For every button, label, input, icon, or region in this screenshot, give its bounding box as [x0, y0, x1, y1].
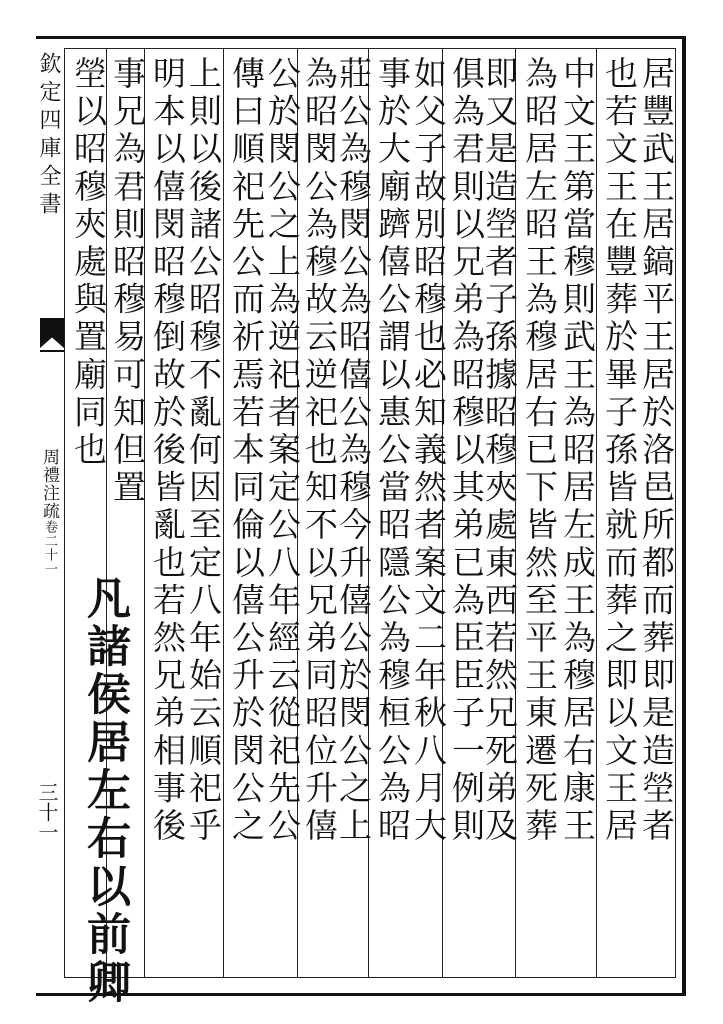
commentary-column-5: 即又是造塋者子孫據昭穆夾處東西若然兄死弟及: [480, 56, 519, 846]
commentary-column-10: 為昭閔公為穆故云逆祀也知不以兄弟同昭位升僖: [300, 56, 339, 846]
section-title: [39, 448, 62, 576]
page-number: 三十一: [35, 782, 59, 842]
commentary-column-12: 傳曰順祀先公而祈焉若本同倫以僖公升於閔公之: [227, 56, 266, 846]
book-title: 欽定四庫全書: [36, 52, 61, 220]
fish-tail-divider: [40, 350, 64, 352]
commentary-column-15: 事兄為君則昭穆易可知但置: [108, 56, 147, 508]
commentary-column-13: 上則以後諸公昭穆不亂何因至定八年始云順祀乎: [184, 56, 223, 846]
commentary-column-9: 莊公為穆閔公為昭僖公為穆今升僖公於閔公之上: [334, 56, 373, 846]
commentary-column-8: 事於大廟躋僖公謂以惠公當昭隱公為穆桓公為昭: [373, 56, 412, 846]
main-text-column: 凡諸侯居左右以前卿: [79, 575, 130, 1007]
commentary-column-11: 公於閔公之上為逆祀者案定公八年經云從祀先公: [263, 56, 302, 846]
section-title-text: 周禮注疏: [39, 448, 59, 520]
commentary-column-7: 如父子故別昭穆也必知義然者案文二年秋八月大: [409, 56, 448, 846]
commentary-column-1: 居豐武王居鎬平王居於洛邑所都而葬即是造塋者: [637, 56, 676, 846]
commentary-column-3: 中文王第當穆則武王為昭居左成王為穆居右康王: [558, 56, 597, 846]
commentary-column-4: 為昭居左昭王為穆居右已下皆然至平王東遷死葬: [520, 56, 559, 846]
column-rule: [223, 48, 224, 978]
volume-note: 卷二十一: [42, 520, 57, 576]
commentary-column-16: 塋以昭穆夾處與置廟同也: [69, 56, 108, 470]
commentary-column-6: 俱為君則以兄弟為昭穆以其弟已為臣臣子一例則: [447, 56, 486, 846]
commentary-column-2: 也若文王在豐葬於畢子孫皆就而葬之即以文王居: [600, 56, 639, 846]
commentary-column-14: 明本以僖閔昭穆倒故於後皆亂也若然兄弟相事後: [148, 56, 187, 846]
